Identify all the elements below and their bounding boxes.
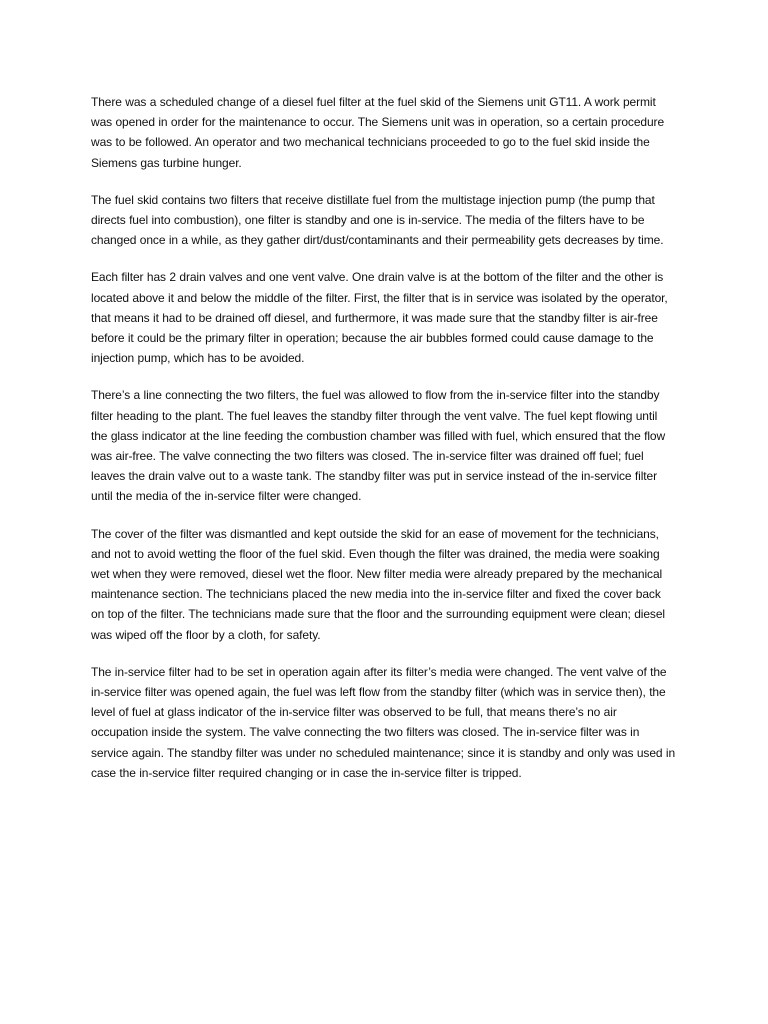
paragraph-3: Each filter has 2 drain valves and one vent valve. One drain valve is at the bottom of the filter and the other is located above it and below the middle of the filter. First, the filter that is in service was isolated by the operator, that means it had to be drained off diesel, and furthermore, it was made sure that the standby filter is air-free before it could be the primary filter in operation; because the air bubbles formed could cause damage to the injection pump, which has to be avoided. [91,270,668,366]
paragraph-1: There was a scheduled change of a diesel fuel filter at the fuel skid of the Siemens unit GT11. A work permit was opened in order for the maintenance to occur. The Siemens unit was in operation, so a certain procedure was to be followed. An operator and two mechanical technicians proceeded to go to the fuel skid inside the Siemens gas turbine hunger. [91,95,665,170]
paragraph-4: There’s a line connecting the two filters, the fuel was allowed to flow from the in-service filter into the standby filter heading to the plant. The fuel leaves the standby filter through the vent valve. The fuel kept flowing until the glass indicator at the line feeding the combustion chamber was filled with fuel, which ensured that the flow was air-free. The valve connecting the two filters was closed. The in-service filter was drained off fuel; fuel leaves the drain valve out to a waste tank. The standby filter was put in service instead of the in-service filter until the media of the in-service filter were changed. [91,388,666,504]
paragraph-6: The in-service filter had to be set in operation again after its filter’s media were changed. The vent valve of the in-service filter was opened again, the fuel was left flow from the standby filter (which was in service then), the level of fuel at glass indicator of the in-service filter was observed to be full, that means there’s no air occupation inside the system. The valve connecting the two filters was closed. The in-service filter was in service again. The standby filter was under no scheduled maintenance; since it is standby and only was used in case the in-service filter required changing or in case the in-service filter is tripped. [91,664,676,780]
paragraph-2: The fuel skid contains two filters that receive distillate fuel from the multistage injection pump (the pump that directs fuel into combustion), one filter is standby and one is in-service. The media of the filters have to be changed once in a while, as they gather dirt/dust/contaminants and their permeability gets decreases by time. [91,192,664,248]
paragraph-5: The cover of the filter was dismantled and kept outside the skid for an ease of movement for the technicians, and not to avoid wetting the floor of the fuel skid. Even though the filter was drained, the media were soaking wet when they were removed, diesel wet the floor. New filter media were already prepared by the mechanical maintenance section. The technicians placed the new media into the in-service filter and fixed the cover back on top of the filter. The technicians made sure that the floor and the surrounding equipment were clean; diesel was wiped off the floor by a cloth, for safety. [91,526,665,642]
document-body [91,92,677,800]
